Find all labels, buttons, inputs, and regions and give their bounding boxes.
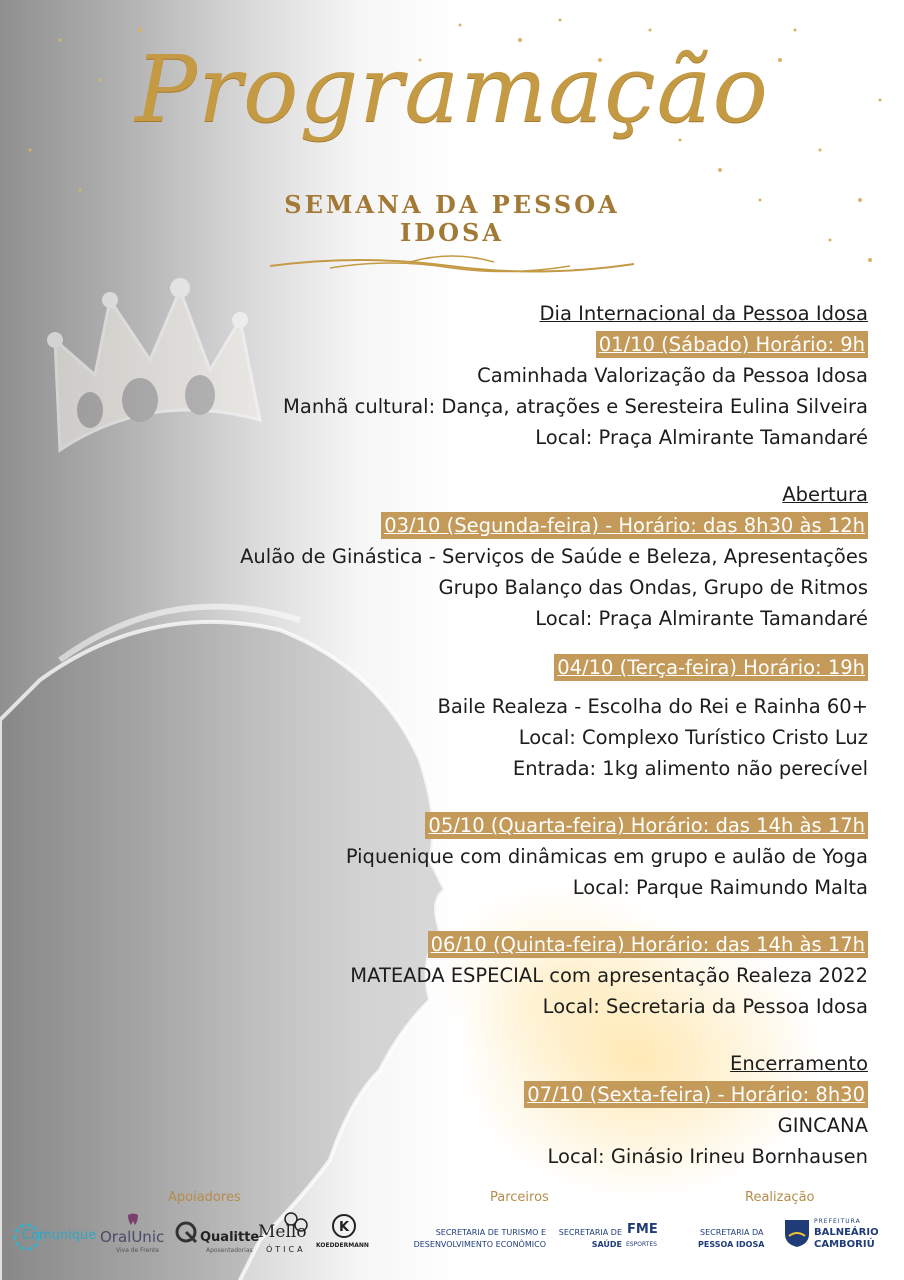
city-crest-icon [784,1218,810,1248]
comunique-logo: Comunique [12,1218,102,1258]
event-location: Local: Secretaria da Pessoa Idosa [542,995,868,1018]
qualitte-swirl-icon [174,1220,198,1244]
tooth-icon [126,1212,140,1226]
event-description: Baile Realeza - Escolha do Rei e Rainha 60+ [437,695,868,718]
prefeitura-logo: PREFEITURA BALNEÁRIO CAMBORIÚ [784,1216,880,1256]
subtitle-line-2: IDOSA [400,218,504,247]
event-entry: Entrada: 1kg alimento não perecível [512,757,868,780]
realization-label: Realização [745,1190,815,1205]
gold-flourish-divider [270,250,634,280]
event-description: Manhã cultural: Dança, atrações e Seresteira Eulina Silveira [283,395,868,418]
supporters-label: Apoiadores [168,1190,241,1205]
subtitle-line-1: SEMANA DA PESSOA [284,190,620,219]
event-location: Local: Ginásio Irineu Bornhausen [547,1145,868,1168]
event-date-badge: 03/10 (Segunda-feira) - Horário: das 8h30 às 12h [381,512,868,539]
k-emblem-icon [332,1214,356,1238]
event-location: Local: Praça Almirante Tamandaré [535,607,868,630]
section-heading: Dia Internacional da Pessoa Idosa [539,302,868,325]
event-mateada [168,929,868,1022]
event-description: Piquenique com dinâmicas em grupo e aulão de Yoga [345,845,868,868]
event-description: Caminhada Valorização da Pessoa Idosa [477,364,868,387]
event-description: GINCANA [777,1114,868,1137]
schedule-list [168,298,868,1172]
qualitte-logo: Qualitte Aposentadorias [174,1218,256,1258]
saude-logo: SECRETARIA DE SAÚDE [558,1228,622,1249]
event-baile-realeza [168,652,868,784]
event-location: Local: Praça Almirante Tamandaré [535,426,868,449]
mello-otica-logo: Mello ÓTICA [258,1212,314,1258]
event-date-badge: 04/10 (Terça-feira) Horário: 19h [554,654,868,681]
event-date-badge: 01/10 (Sábado) Horário: 9h [596,331,868,358]
koeddermann-logo: K KOEDDERMANN [316,1214,372,1258]
section-heading: Abertura [782,483,868,506]
svg-text:K: K [339,1220,350,1235]
partners-label: Parceiros [490,1190,549,1205]
section-heading: Encerramento [730,1052,868,1075]
event-dia-internacional [168,298,868,453]
event-piquenique [168,810,868,903]
turismo-logo: SECRETARIA DE TURISMO E DESENVOLVIMENTO ECONÔMICO [413,1228,546,1249]
event-abertura [168,479,868,634]
event-description: Aulão de Ginástica - Serviços de Saúde e Beleza, Apresentações [240,545,868,568]
event-location: Local: Parque Raimundo Malta [572,876,868,899]
fme-logo: FME ESPORTES [626,1222,658,1248]
event-encerramento [168,1048,868,1172]
event-date-badge: 06/10 (Quinta-feira) Horário: das 14h às 17h [428,931,868,958]
event-date-badge: 07/10 (Sexta-feira) - Horário: 8h30 [524,1081,868,1108]
event-description: MATEADA ESPECIAL com apresentação Realeza 2022 [350,964,868,987]
event-location: Local: Complexo Turístico Cristo Luz [518,726,868,749]
oralunic-logo: OralUnic Viva de Frente [100,1212,172,1256]
event-description: Grupo Balanço das Ondas, Grupo de Ritmos [438,576,868,599]
event-date-badge: 05/10 (Quarta-feira) Horário: das 14h às 17h [425,812,868,839]
page-title: Programação [135,36,769,143]
secretaria-pessoa-idosa-logo: SECRETARIA DA PESSOA IDOSA [698,1228,765,1249]
glasses-icon [284,1212,308,1234]
